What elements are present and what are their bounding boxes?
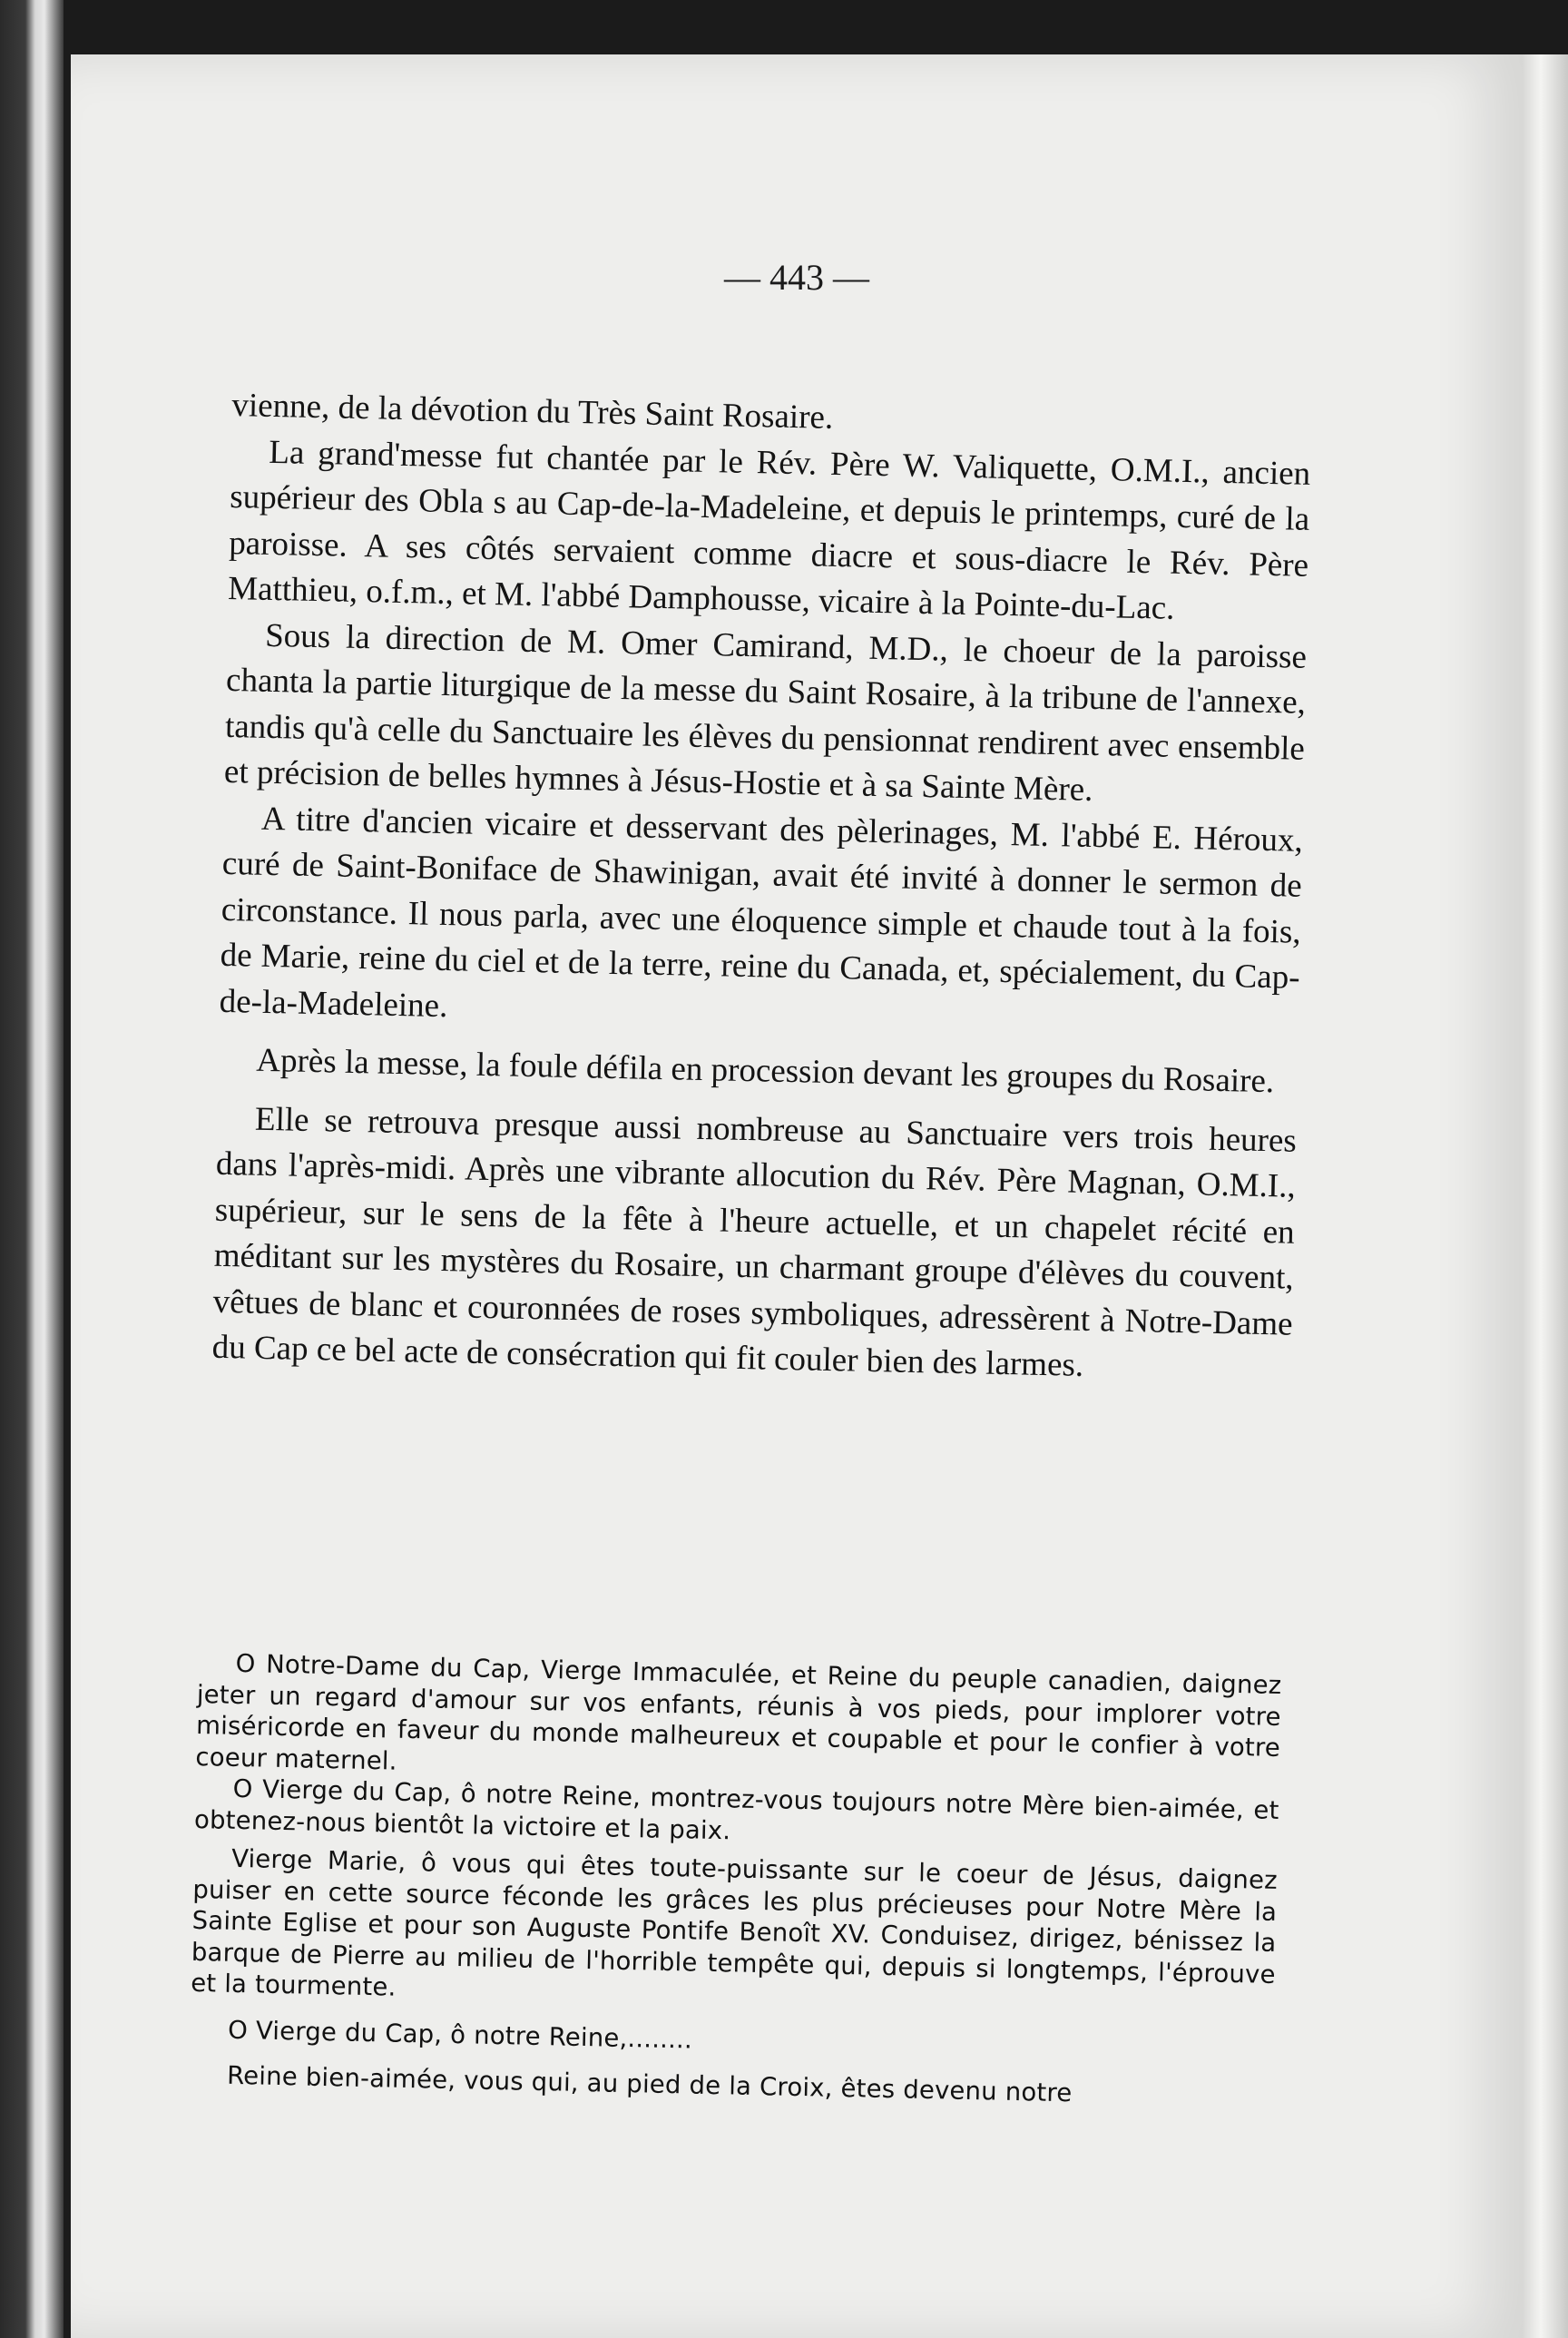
prayer-paragraph: O Notre-Dame du Cap, Vierge Immaculée, et Reine du peuple canadien, daignez jeter un regard d'amour sur vos enfants, réunis à vos pieds, pour implorer votre miséricorde en faveur du monde malheureux et coupable et pour le confier à votre coeur maternel. <box>195 1648 1282 1776</box>
paragraph: La grand'messe fut chantée par le Rév. Père W. Valiquette, O.M.I., ancien supérieur des Obla s au Cap-de-la-Madeleine, et depuis le printemps, curé de la paroisse. A ses côtés servaient comme diacre et sous-diacre le Rév. Père Matthieu, o.f.m., et M. l'abbé Damphousse, vicaire à la Pointe-du-Lac. <box>227 433 1311 627</box>
page-fore-edge <box>1523 54 1568 2338</box>
prayer-paragraph: O Vierge du Cap, ô notre Reine, montrez-vous toujours notre Mère bien-aimée, et obtenez-nous bientôt la victoire et la paix. <box>193 1773 1279 1845</box>
prayer-paragraph: O Vierge du Cap, ô notre Reine,........ <box>227 2015 693 2055</box>
prayer-paragraph: Vierge Marie, ô vous qui êtes toute-puissante sur le coeur de Jésus, daignez puiser en cette source féconde les grâces les plus précieuses pour Notre Mère la Sainte Eglise et pour son Auguste Pontife Benoît XV. Conduisez, dirigez, bénissez la barque de Pierre au milieu de l'horrible tempête qui, depuis si longtemps, l'éprouve et la tourmente. <box>190 1843 1279 2002</box>
paragraph: vienne, de la dévotion du Très Saint Rosaire. <box>231 386 834 437</box>
body-text <box>211 383 1312 1393</box>
paragraph: Elle se retrouva presque aussi nombreuse au Sanctuaire vers trois heures dans l'après-midi. Après une vibrante allocution du Rév. Père Magnan, O.M.I., supérieur, sur le sens de la fête à l'heure actuelle, et un chapelet récité en méditant sur les mystères du Rosaire, un charmant groupe d'élèves du couvent, vêtues de blanc et couronnées de roses symboliques, adressèrent à Notre-Dame du Cap ce bel acte de consécration qui fit couler bien des larmes. <box>211 1100 1298 1384</box>
prayer-paragraph: Reine bien-aimée, vous qui, au pied de la Croix, êtes devenu notre <box>226 2060 1073 2108</box>
paragraph: Après la messe, la foule défila en procession devant les groupes du Rosaire. <box>255 1041 1275 1101</box>
book-page <box>71 54 1523 2338</box>
consecration-prayer <box>189 1647 1282 2113</box>
paragraph: Sous la direction de M. Omer Camirand, M.D., le choeur de la paroisse chanta la partie liturgique de la messe du Saint Rosaire, à la tribune de l'annexe, tandis qu'à celle du Sanctuaire les élèves du pensionnat rendirent avec ensemble et précision de belles hymnes à Jésus-Hostie et à sa Sainte Mère. <box>223 616 1308 809</box>
adjacent-page-edge <box>0 0 64 2338</box>
page-number: — 443 — <box>724 257 869 298</box>
paragraph: A titre d'ancien vicaire et desservant des pèlerinages, M. l'abbé E. Héroux, curé de Saint-Boniface de Shawinigan, avait été invité à donner le sermon de circonstance. Il nous parla, avec une éloquence simple et chaude tout à la fois, de Marie, reine du ciel et de la terre, reine du Canada, et, spécialement, du Cap-de-la-Madeleine. <box>219 800 1304 1025</box>
